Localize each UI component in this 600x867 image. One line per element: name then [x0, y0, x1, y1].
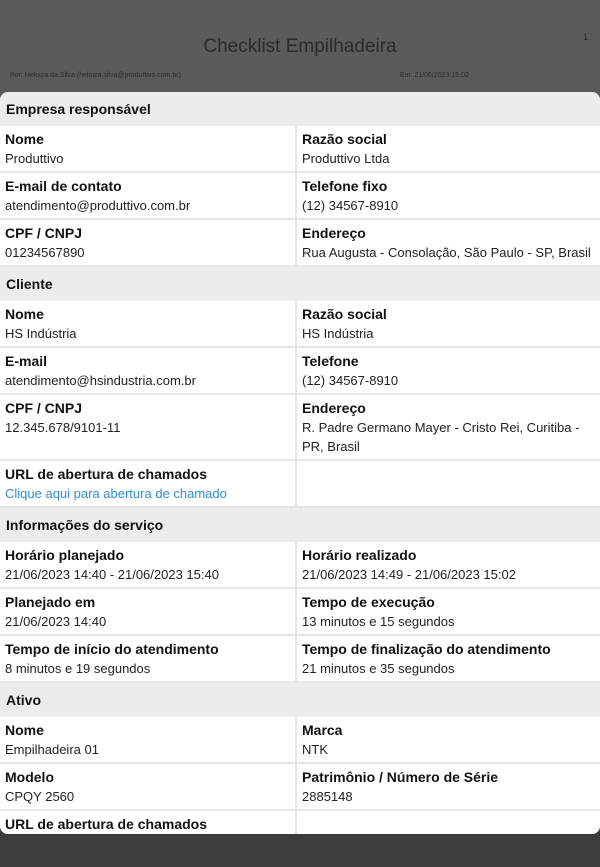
field-label: Nome — [5, 306, 44, 322]
field-cell — [0, 589, 297, 636]
field-cell — [297, 395, 600, 461]
field-value: Rua Augusta - Consolação, São Paulo - SP, Brasil — [302, 245, 591, 260]
field-label: URL de abertura de chamados — [5, 816, 208, 832]
field-cell — [0, 542, 297, 589]
field-cell — [297, 636, 600, 683]
field-cell — [297, 589, 600, 636]
field-cell — [297, 542, 600, 589]
section-title-empresa: Empresa responsável — [0, 92, 600, 126]
field-cell — [297, 301, 600, 348]
field-label: Marca — [302, 722, 343, 738]
field-value: (12) 34567-8910 — [302, 198, 399, 213]
section-title-servico: Informações do serviço — [0, 508, 600, 542]
field-value: 21/06/2023 14:49 - 21/06/2023 15:02 — [302, 567, 516, 582]
field-value: 8 minutos e 19 segundos — [5, 661, 151, 676]
field-label: Planejado em — [5, 594, 96, 610]
field-cell — [0, 461, 297, 508]
field-value: 21/06/2023 14:40 - 21/06/2023 15:40 — [5, 567, 219, 582]
open-ticket-link[interactable]: Clique aqui para abertura de chamado — [5, 486, 227, 501]
field-label: Horário realizado — [302, 547, 417, 563]
field-value: atendimento@hsindustria.com.br — [5, 373, 196, 388]
field-label: E-mail de contato — [5, 178, 122, 194]
field-cell — [297, 173, 600, 220]
field-label: Endereço — [302, 400, 366, 416]
field-cell — [0, 301, 297, 348]
author-line: Por: Heloiza da Silva (heloiza.silva@produttivo.com.br) — [10, 72, 181, 79]
field-cell — [297, 126, 600, 173]
field-label: Razão social — [302, 306, 387, 322]
field-value: R. Padre Germano Mayer - Cristo Rei, Curitiba - PR, Brasil — [302, 420, 580, 454]
field-cell — [297, 220, 600, 267]
section-grid-cliente — [0, 301, 600, 508]
section-title-cliente: Cliente — [0, 267, 600, 301]
field-cell — [0, 717, 297, 764]
field-label: E-mail — [5, 353, 48, 369]
field-value: (12) 34567-8910 — [302, 373, 399, 388]
field-value: Produttivo Ltda — [302, 151, 390, 166]
field-value: atendimento@produttivo.com.br — [5, 198, 191, 213]
field-label: Tempo de início do atendimento — [5, 641, 219, 657]
checklist-sheet[interactable] — [0, 92, 600, 834]
field-value: NTK — [302, 742, 328, 757]
field-value: Empilhadeira 01 — [5, 742, 99, 757]
section-title-ativo: Ativo — [0, 683, 600, 717]
field-label: Razão social — [302, 131, 387, 147]
background-document — [0, 0, 600, 100]
field-label: Nome — [5, 131, 44, 147]
page-number: 1 — [582, 32, 588, 42]
field-value: HS Indústria — [5, 326, 77, 341]
field-cell — [0, 126, 297, 173]
field-cell — [0, 764, 297, 811]
field-value: 13 minutos e 15 segundos — [302, 614, 455, 629]
field-value: CPQY 2560 — [5, 789, 75, 804]
field-cell-empty — [297, 461, 600, 508]
field-label: CPF / CNPJ — [5, 225, 83, 241]
section-grid-empresa — [0, 126, 600, 267]
field-cell — [0, 348, 297, 395]
field-label: Tempo de execução — [302, 594, 435, 610]
field-value: 01234567890 — [5, 245, 85, 260]
bottom-overlay-bar — [0, 834, 600, 867]
field-label: Endereço — [302, 225, 366, 241]
field-value: HS Indústria — [302, 326, 374, 341]
field-label: Horário planejado — [5, 547, 125, 563]
document-title: Checklist Empilhadeira — [203, 36, 397, 57]
field-cell — [0, 220, 297, 267]
section-grid-ativo — [0, 717, 600, 834]
field-label: CPF / CNPJ — [5, 400, 83, 416]
field-cell — [0, 636, 297, 683]
field-value: Produttivo — [5, 151, 64, 166]
field-cell — [0, 395, 297, 461]
date-line: Em: 21/06/2023 15:02 — [400, 72, 469, 79]
field-cell-empty — [297, 811, 600, 834]
field-label: Nome — [5, 722, 44, 738]
field-cell — [0, 811, 297, 834]
field-label: Modelo — [5, 769, 54, 785]
field-value: 21/06/2023 14:40 — [5, 614, 107, 629]
field-cell — [297, 717, 600, 764]
field-value: 12.345.678/9101-11 — [5, 420, 121, 435]
field-value: 2885148 — [302, 789, 353, 804]
field-cell — [297, 348, 600, 395]
field-label: Telefone — [302, 353, 359, 369]
field-cell — [297, 764, 600, 811]
field-label: Patrimônio / Número de Série — [302, 769, 499, 785]
field-value: 21 minutos e 35 segundos — [302, 661, 455, 676]
section-grid-servico — [0, 542, 600, 683]
field-label: URL de abertura de chamados — [5, 466, 208, 482]
field-cell — [0, 173, 297, 220]
field-label: Telefone fixo — [302, 178, 388, 194]
field-label: Tempo de finalização do atendimento — [302, 641, 551, 657]
